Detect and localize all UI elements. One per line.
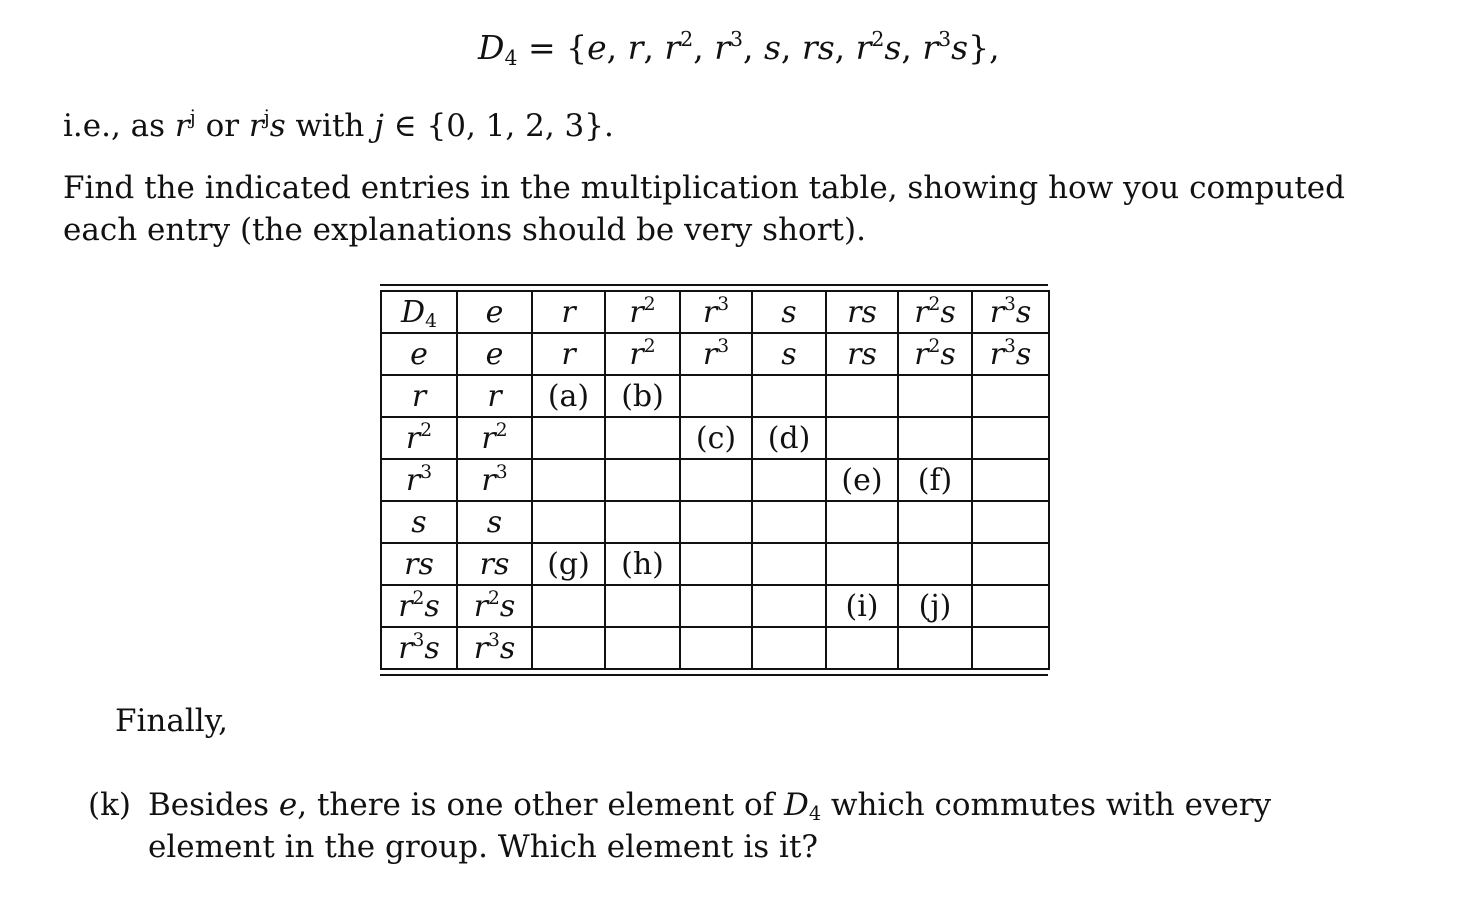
separator: , xyxy=(643,28,665,67)
header-cell xyxy=(381,501,457,543)
cell-base: r xyxy=(561,336,576,372)
note-math: r xyxy=(174,108,190,144)
entry-label: (h) xyxy=(621,546,664,582)
table-cell xyxy=(972,333,1049,375)
table-cell xyxy=(532,333,605,375)
header-cell xyxy=(752,291,826,333)
cell-exponent: 3 xyxy=(717,335,730,357)
note-exponent: j xyxy=(263,106,270,130)
note-text: or xyxy=(195,108,249,144)
cell-base: r xyxy=(914,294,929,330)
table-cell xyxy=(826,417,898,459)
table-cell xyxy=(605,627,680,669)
header-cell xyxy=(457,291,532,333)
cell-base: r xyxy=(561,294,576,330)
cell-base: r xyxy=(989,336,1005,372)
cell-exponent: 2 xyxy=(928,293,941,315)
element-base: r xyxy=(627,28,644,67)
table-cell xyxy=(752,333,826,375)
element-base: r xyxy=(714,28,730,67)
table-row xyxy=(381,543,1049,585)
table-cell xyxy=(972,627,1049,669)
element-base: r xyxy=(664,28,681,67)
cell-exponent: 2 xyxy=(643,335,656,357)
element-exponent: 3 xyxy=(938,27,952,52)
table-cell xyxy=(752,501,826,543)
header-cell xyxy=(381,543,457,585)
cell-base: r xyxy=(702,294,718,330)
table-cell xyxy=(605,585,680,627)
header-cell xyxy=(972,291,1049,333)
table-row xyxy=(381,417,1049,459)
table-cell xyxy=(898,375,972,417)
header-cell xyxy=(381,333,457,375)
element-tail: s xyxy=(884,28,902,67)
table-cell xyxy=(752,375,826,417)
table-cell xyxy=(752,585,826,627)
set-definition xyxy=(478,27,1000,70)
table-cell xyxy=(826,375,898,417)
set-element xyxy=(664,28,693,67)
instructions-paragraph: Find the indicated entries in the multiplication table, showing how you computed each entry (the explanations should be very short). xyxy=(63,170,1345,248)
note-text: i.e., as xyxy=(63,108,175,144)
set-element xyxy=(922,28,968,67)
cell-exponent: 3 xyxy=(717,293,730,315)
question-text-part: , there is one other element of xyxy=(297,787,784,823)
table-cell xyxy=(826,333,898,375)
header-cell xyxy=(381,291,457,333)
table-cell xyxy=(972,501,1049,543)
question-subscript: 4 xyxy=(808,802,822,826)
header-cell xyxy=(605,291,680,333)
cell-base: r xyxy=(989,294,1005,330)
set-element xyxy=(714,28,743,67)
closing-word: Finally, xyxy=(115,703,228,739)
table-cell xyxy=(532,627,605,669)
table-cell xyxy=(680,333,752,375)
cell-base: r xyxy=(405,462,421,498)
table-row xyxy=(381,375,1049,417)
answer-cell xyxy=(898,585,972,627)
cell-exponent: 3 xyxy=(1004,293,1016,315)
table-cell xyxy=(532,585,605,627)
table-row xyxy=(381,291,1049,333)
cell-base: r xyxy=(702,336,718,372)
multiplication-table-frame xyxy=(380,284,1048,676)
entry-label: (a) xyxy=(547,378,590,414)
cell-tail: s xyxy=(1015,336,1032,372)
element-base: r xyxy=(922,28,939,67)
set-element xyxy=(856,28,902,67)
cell-tail: s xyxy=(1015,294,1032,330)
set-elements xyxy=(587,28,968,67)
table-cell xyxy=(680,585,752,627)
group-symbol: D xyxy=(478,28,505,67)
table-cell xyxy=(972,375,1049,417)
entry-label: (f) xyxy=(917,462,953,498)
answer-cell xyxy=(752,417,826,459)
set-element xyxy=(764,28,781,67)
table-cell xyxy=(680,627,752,669)
cell-exponent: 2 xyxy=(488,587,500,609)
note-math: j xyxy=(374,108,384,144)
set-element xyxy=(587,28,607,67)
element-tail: s xyxy=(817,28,835,67)
answer-cell xyxy=(826,585,898,627)
entry-label: (j) xyxy=(918,588,952,624)
cell-exponent: 2 xyxy=(420,419,433,441)
table-cell xyxy=(972,417,1049,459)
note-text: with xyxy=(285,108,375,144)
separator: , xyxy=(743,28,764,67)
table-cell xyxy=(605,333,680,375)
cell-exponent: 3 xyxy=(488,629,500,651)
cell-base: s xyxy=(486,504,503,540)
table-cell xyxy=(898,333,972,375)
note-math: s xyxy=(269,108,286,144)
table-cell xyxy=(898,501,972,543)
table-cell xyxy=(680,459,752,501)
cell-base: r xyxy=(481,420,496,456)
table-cell xyxy=(680,543,752,585)
element-exponent: 2 xyxy=(871,27,885,52)
cell-tail: s xyxy=(499,588,516,624)
group-subscript: 4 xyxy=(504,45,518,70)
cell-tail: s xyxy=(861,294,877,330)
cell-base: D xyxy=(401,294,426,330)
cell-base: s xyxy=(411,504,427,540)
table-cell xyxy=(898,417,972,459)
table-cell xyxy=(457,627,532,669)
cell-base: r xyxy=(629,294,644,330)
set-element xyxy=(628,28,644,67)
table-cell xyxy=(826,501,898,543)
cell-base: s xyxy=(781,294,797,330)
element-base: s xyxy=(763,28,781,67)
answer-cell xyxy=(680,417,752,459)
entry-label: (e) xyxy=(841,462,883,498)
close-brace: } xyxy=(968,28,990,67)
cell-base: r xyxy=(473,630,489,666)
cell-base: r xyxy=(473,588,489,624)
note-exponent: j xyxy=(189,106,196,130)
cell-base: e xyxy=(485,336,504,372)
cell-base: r xyxy=(629,336,644,372)
table-cell xyxy=(972,543,1049,585)
table-cell xyxy=(826,627,898,669)
cell-tail: s xyxy=(493,546,510,582)
element-base: e xyxy=(587,28,607,67)
cell-subscript: 4 xyxy=(425,310,437,332)
cell-base: s xyxy=(781,336,797,372)
table-cell xyxy=(972,459,1049,501)
table-body xyxy=(381,291,1049,669)
header-cell xyxy=(381,585,457,627)
cell-exponent: 3 xyxy=(1004,335,1016,357)
answer-cell xyxy=(605,543,680,585)
question-math: e xyxy=(278,787,298,823)
table-cell xyxy=(752,543,826,585)
entry-label: (c) xyxy=(695,420,737,456)
separator: , xyxy=(780,28,802,67)
table-cell xyxy=(898,543,972,585)
answer-cell xyxy=(898,459,972,501)
table-cell xyxy=(972,585,1049,627)
cell-base: r xyxy=(398,630,413,666)
table-cell xyxy=(532,417,605,459)
table-cell xyxy=(898,627,972,669)
table-cell xyxy=(605,459,680,501)
element-base: r xyxy=(801,28,818,67)
header-cell xyxy=(532,291,605,333)
separator: , xyxy=(606,28,628,67)
answer-cell xyxy=(826,459,898,501)
cell-tail: s xyxy=(424,588,440,624)
table-cell xyxy=(680,501,752,543)
separator: , xyxy=(693,28,715,67)
cell-tail: s xyxy=(418,546,434,582)
question-text-part: which commutes with every element in the group. Which element is it? xyxy=(148,787,1272,865)
answer-cell xyxy=(532,375,605,417)
cell-base: r xyxy=(405,420,421,456)
table-row xyxy=(381,585,1049,627)
table-row xyxy=(381,333,1049,375)
element-tail: s xyxy=(951,28,969,67)
question-k xyxy=(88,784,1378,868)
table-cell xyxy=(457,501,532,543)
table-cell xyxy=(457,333,532,375)
entry-label: (g) xyxy=(547,546,590,582)
table-cell xyxy=(457,375,532,417)
element-exponent: 2 xyxy=(680,27,694,52)
cell-base: r xyxy=(847,294,862,330)
separator: , xyxy=(834,28,856,67)
header-cell xyxy=(826,291,898,333)
cell-base: r xyxy=(847,336,862,372)
cell-base: r xyxy=(479,546,494,582)
table-cell xyxy=(457,543,532,585)
header-cell xyxy=(381,375,457,417)
cell-exponent: 2 xyxy=(495,419,508,441)
header-cell xyxy=(898,291,972,333)
header-cell xyxy=(680,291,752,333)
exponent-form-note xyxy=(63,108,614,144)
table-cell xyxy=(826,543,898,585)
cell-tail: s xyxy=(424,630,440,666)
answer-cell xyxy=(532,543,605,585)
question-text xyxy=(148,784,1378,868)
cell-base: r xyxy=(914,336,929,372)
table-row xyxy=(381,627,1049,669)
table-row xyxy=(381,501,1049,543)
element-base: r xyxy=(855,28,872,67)
header-cell xyxy=(381,459,457,501)
cell-exponent: 2 xyxy=(643,293,656,315)
cell-exponent: 3 xyxy=(420,461,433,483)
header-cell xyxy=(381,627,457,669)
table-cell xyxy=(457,417,532,459)
cell-tail: s xyxy=(940,336,956,372)
cell-exponent: 3 xyxy=(495,461,508,483)
equals-sign: = xyxy=(527,28,556,67)
separator: , xyxy=(901,28,923,67)
cell-base: r xyxy=(404,546,419,582)
question-text-part: Besides xyxy=(148,787,279,823)
open-brace: { xyxy=(566,28,588,67)
element-exponent: 3 xyxy=(729,27,743,52)
answer-cell xyxy=(605,375,680,417)
cell-base: r xyxy=(411,378,427,414)
table-cell xyxy=(680,375,752,417)
table-cell xyxy=(752,459,826,501)
cell-tail: s xyxy=(499,630,516,666)
cell-base: r xyxy=(481,462,496,498)
cell-exponent: 2 xyxy=(928,335,941,357)
header-cell xyxy=(381,417,457,459)
entry-label: (b) xyxy=(621,378,664,414)
question-label: (k) xyxy=(88,787,131,823)
question-math: D xyxy=(784,787,809,823)
table-cell xyxy=(532,459,605,501)
note-math: r xyxy=(248,108,264,144)
cell-base: r xyxy=(398,588,413,624)
cell-base: e xyxy=(410,336,428,372)
set-element xyxy=(802,28,835,67)
table-cell xyxy=(457,585,532,627)
table-cell xyxy=(605,501,680,543)
table-cell xyxy=(605,417,680,459)
cell-tail: s xyxy=(861,336,877,372)
cell-base: e xyxy=(485,294,504,330)
trailing-comma: , xyxy=(989,28,1000,67)
cell-base: r xyxy=(487,378,502,414)
table-cell xyxy=(532,501,605,543)
table-cell xyxy=(457,459,532,501)
multiplication-table xyxy=(380,290,1050,670)
cell-tail: s xyxy=(940,294,956,330)
entry-label: (i) xyxy=(845,588,879,624)
cell-exponent: 2 xyxy=(412,587,425,609)
cell-exponent: 3 xyxy=(412,629,425,651)
table-row xyxy=(381,459,1049,501)
entry-label: (d) xyxy=(767,420,811,456)
table-cell xyxy=(752,627,826,669)
note-text: ∈ {0, 1, 2, 3}. xyxy=(383,108,614,144)
